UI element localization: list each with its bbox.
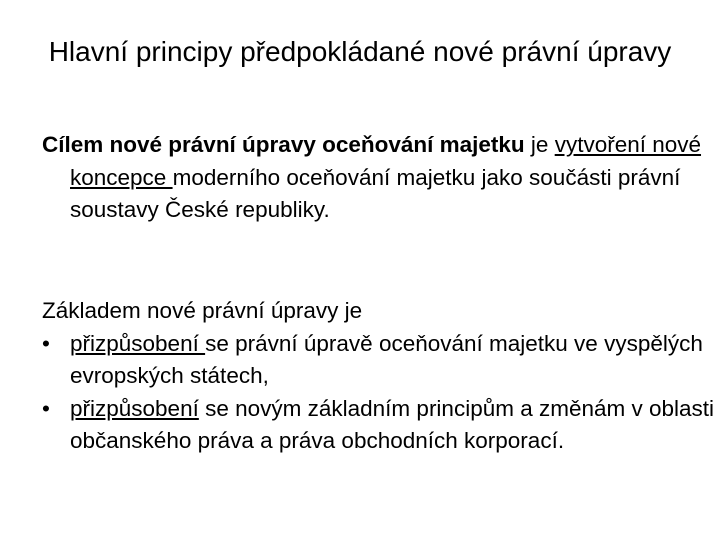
list-item (42, 328, 720, 393)
paragraph-basis (42, 295, 720, 458)
basis-bullet-list (42, 328, 720, 458)
bullet-text: se právní úpravě oceňování majetku ve vyspělých evropských státech, (70, 330, 703, 388)
bullet-underlined-text: přizpůsobení (70, 395, 199, 421)
bullet-icon: • (42, 395, 50, 421)
slide-title: Hlavní principy předpokládané nové právní úpravy (48, 36, 672, 67)
basis-intro-text: Základem nové právní úpravy je (42, 298, 363, 323)
goal-bold-text: Cílem nové právní úpravy oceňování majetku (42, 132, 525, 157)
goal-rest-text: moderního oceňování majetku jako součásti právní soustavy České republiky. (70, 164, 681, 222)
paragraph-goal (42, 129, 720, 227)
bullet-icon: • (42, 330, 50, 356)
goal-underlined-text: vytvoření nové koncepce (70, 132, 702, 190)
bullet-underlined-text: přizpůsobení (70, 330, 206, 356)
goal-connector-text: je (524, 132, 555, 157)
bullet-text: se novým základním principům a změnám v oblasti občanského práva a práva obchodních korporací. (70, 395, 715, 453)
list-item (42, 393, 720, 458)
